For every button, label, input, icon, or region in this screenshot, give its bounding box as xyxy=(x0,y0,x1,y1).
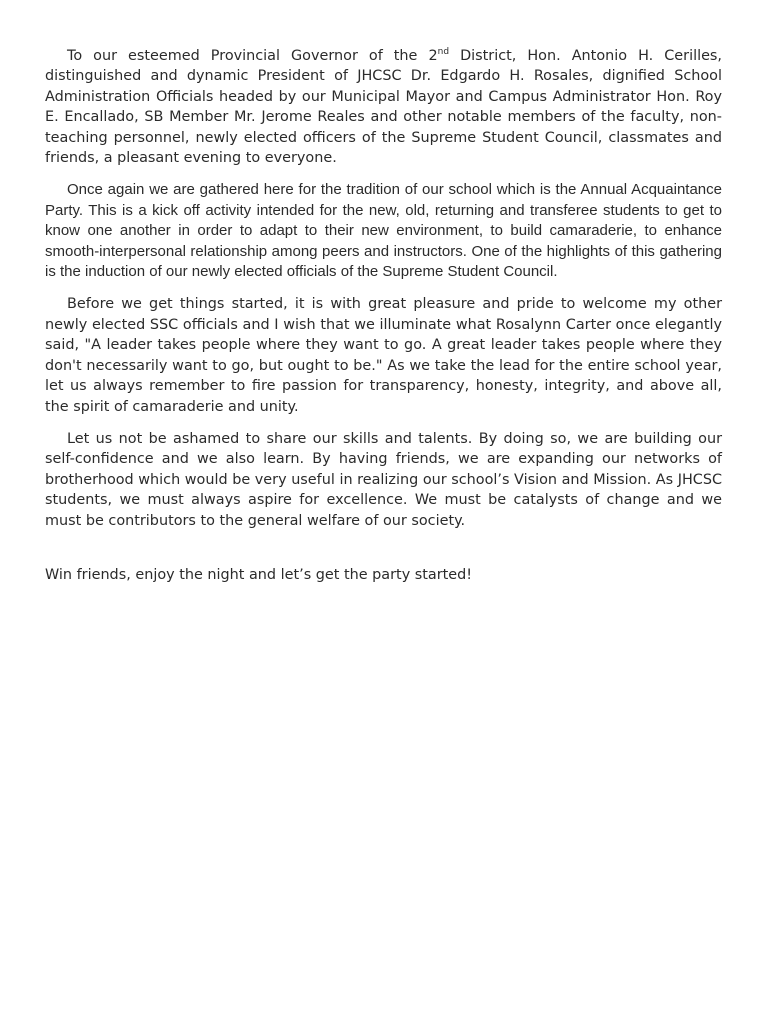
salutation-text-start: To our esteemed Provincial Governor of the 2 xyxy=(67,48,438,64)
purpose-paragraph: Once again we are gathered here for the tradition of our school which is the Annual Acquaintance Party. This is a kick off activity intended for the new, old, returning and transferee students to get to know one another in order to adapt to their new environment, to build camaraderie, to enhance smooth-interpersonal relationship among peers and instructors. One of the highlights of this gathering is the induction of our newly elected officials of the Supreme Student Council. xyxy=(45,181,722,281)
salutation-paragraph xyxy=(45,46,722,168)
closing-line: Win friends, enjoy the night and let’s get the party started! xyxy=(45,566,473,583)
encouragement-paragraph: Let us not be ashamed to share our skills and talents. By doing so, we are building our self-confidence and we also learn. By having friends, we are expanding our networks of brotherhood which would be very useful in realizing our school’s Vision and Mission. As JHCSC students, we must always aspire for excellence. We must be catalysts of change and we must be contributors to the general welfare of our society. xyxy=(45,430,722,529)
welcome-paragraph: Before we get things started, it is with great pleasure and pride to welcome my other newly elected SSC officials and I wish that we illuminate what Rosalynn Carter once elegantly said, "A leader takes people where they want to go. A great leader takes people where they don't necessarily want to go, but ought to be." As we take the lead for the entire school year, let us always remember to fire passion for transparency, honesty, integrity, and above all, the spirit of camaraderie and unity. xyxy=(45,296,722,415)
salutation-text-end: District, Hon. Antonio H. Cerilles, distinguished and dynamic President of JHCSC Dr. Edgardo H. Rosales, dignified School Administration Officials headed by our Municipal Mayor and Campus Administrator Hon. Roy E. Encallado, SB Member Mr. Jerome Reales and other notable members of the faculty, non-teaching personnel, newly elected officers of the Supreme Student Council, classmates and friends, a pleasant evening to everyone. xyxy=(45,48,723,167)
ordinal-suffix: nd xyxy=(437,47,450,57)
document-page xyxy=(45,46,722,597)
